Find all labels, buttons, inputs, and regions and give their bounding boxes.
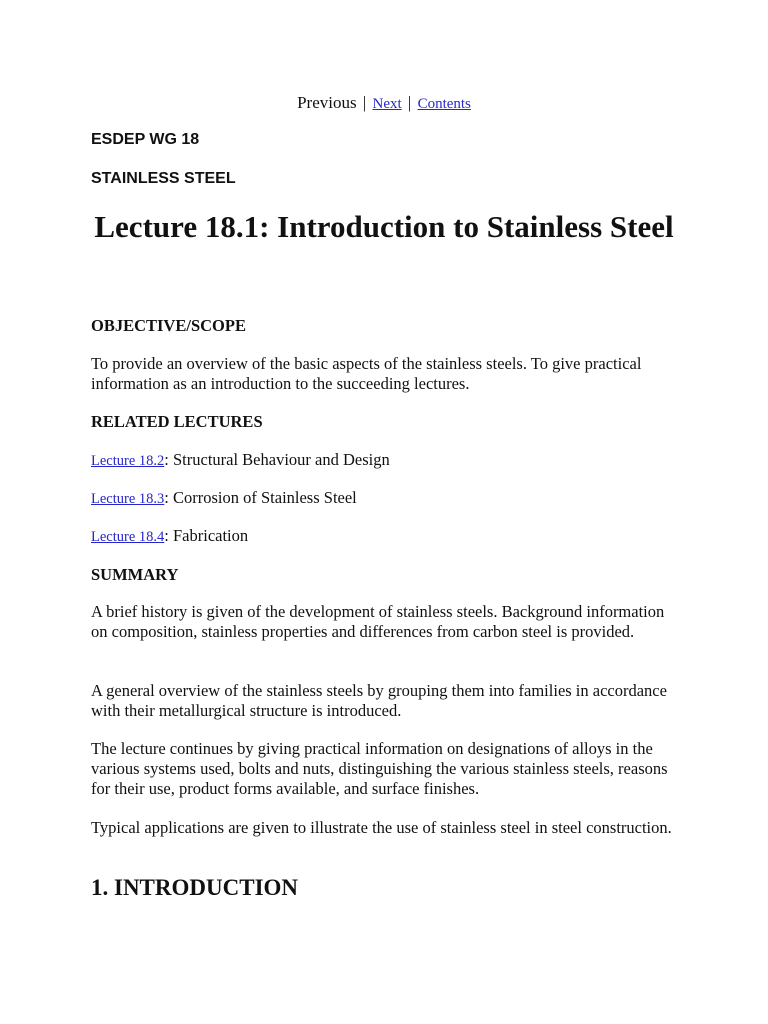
summary-paragraph: Typical applications are given to illustrate the use of stainless steel in steel construction. (91, 818, 672, 837)
previous-label: Previous (297, 93, 357, 112)
section-heading: 1. INTRODUCTION (91, 875, 299, 900)
summary-paragraph: A general overview of the stainless steels by grouping them into families in accordance with their metallurgical structure is introduced. (91, 681, 667, 720)
objective-text: To provide an overview of the basic aspects of the stainless steels. To give practical information as an introduction to the succeeding lectures. (91, 354, 642, 393)
related-lecture-item (91, 450, 390, 470)
summary-paragraph: A brief history is given of the development of stainless steels. Background information on composition, stainless properties and differences from carbon steel is provided. (91, 602, 665, 641)
objective-heading: OBJECTIVE/SCOPE (91, 316, 246, 335)
related-lecture-item (91, 488, 357, 508)
page-title: Lecture 18.1: Introduction to Stainless Steel (94, 209, 674, 244)
related-lecture-item (91, 526, 248, 546)
related-lectures-heading: RELATED LECTURES (91, 412, 263, 431)
nav-separator: | (407, 93, 412, 112)
related-lecture-title: : Fabrication (164, 526, 249, 545)
lecture-18-3-link[interactable]: Lecture 18.3 (91, 491, 165, 507)
next-link[interactable]: Next (372, 96, 402, 112)
contents-link[interactable]: Contents (417, 96, 471, 112)
topic-label: STAINLESS STEEL (91, 170, 236, 187)
summary-paragraph: The lecture continues by giving practical information on designations of alloys in the various systems used, bolts and nuts, distinguishing the various stainless steels, reasons for their use, product forms available, and surface finishes. (91, 739, 668, 798)
lecture-18-2-link[interactable]: Lecture 18.2 (91, 453, 165, 469)
top-navigation (0, 93, 768, 113)
nav-separator: | (362, 93, 367, 112)
working-group-label: ESDEP WG 18 (91, 131, 200, 148)
summary-heading: SUMMARY (91, 565, 179, 584)
related-lecture-title: : Structural Behaviour and Design (164, 450, 390, 469)
lecture-18-4-link[interactable]: Lecture 18.4 (91, 529, 165, 545)
related-lecture-title: : Corrosion of Stainless Steel (164, 488, 357, 507)
